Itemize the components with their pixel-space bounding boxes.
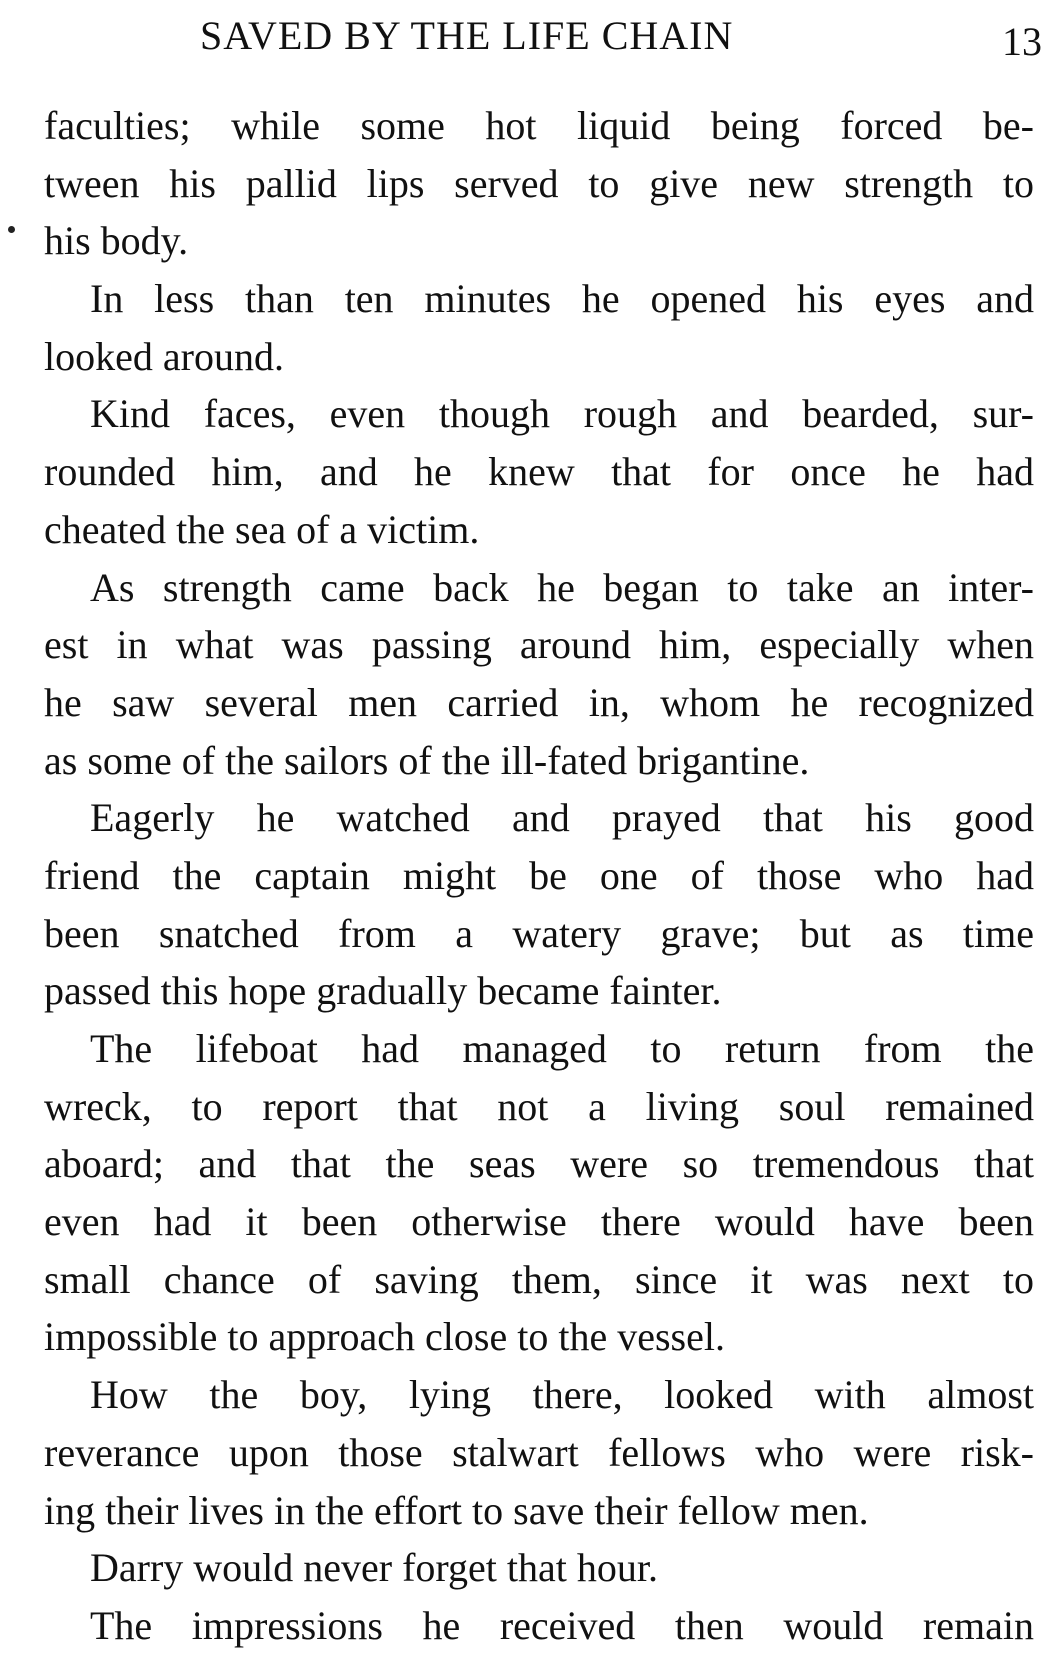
text-line: The lifeboat had managed to return from the: [90, 1026, 1034, 1071]
stray-ink-mark: [8, 226, 15, 233]
text-line: tween his pallid lips served to give new strength to: [44, 160, 1034, 206]
text-line: As strength came back he began to take an inter-: [90, 564, 1034, 610]
text-line: Eagerly he watched and prayed that his good: [90, 795, 1034, 841]
text-line: been snatched from a watery grave; but as time: [44, 910, 1034, 956]
text-line: ing their lives in the effort to save their fellow men.: [44, 1487, 869, 1533]
text-line: impossible to approach close to the vessel.: [44, 1314, 725, 1360]
text-line: looked around.: [44, 333, 284, 379]
text-line: as some of the sailors of the ill-fated brigantine.: [44, 737, 810, 783]
text-line: passed this hope gradually became fainter.: [44, 968, 722, 1014]
body-text: [44, 97, 1034, 1655]
text-line: est in what was passing around him, especially when: [44, 622, 1034, 668]
text-line: small chance of saving them, since it was next to: [44, 1256, 1034, 1302]
text-line: In less than ten minutes he opened his eyes and: [90, 276, 1034, 322]
text-line: his body.: [44, 218, 189, 264]
text-line: faculties; while some hot liquid being forced be-: [44, 103, 1034, 148]
text-line: Kind faces, even though rough and bearded, sur-: [90, 391, 1034, 437]
page-number: 13: [1002, 19, 1042, 64]
text-line: even had it been otherwise there would have been: [44, 1199, 1034, 1245]
text-line: reverance upon those stalwart fellows who were risk-: [44, 1429, 1034, 1475]
text-line: he saw several men carried in, whom he recognized: [44, 679, 1034, 725]
text-line: friend the captain might be one of those who had: [44, 852, 1034, 898]
text-line: wreck, to report that not a living soul remained: [44, 1083, 1034, 1129]
text-line: The impressions he received then would remain: [90, 1602, 1034, 1648]
text-line: cheated the sea of a victim.: [44, 506, 480, 552]
text-line: aboard; and that the seas were so tremendous that: [44, 1141, 1034, 1187]
text-line: How the boy, lying there, looked with almost: [90, 1372, 1034, 1418]
running-title: SAVED BY THE LIFE CHAIN: [200, 13, 734, 58]
text-line: Darry would never forget that hour.: [90, 1545, 658, 1591]
text-line: rounded him, and he knew that for once he had: [44, 449, 1034, 495]
